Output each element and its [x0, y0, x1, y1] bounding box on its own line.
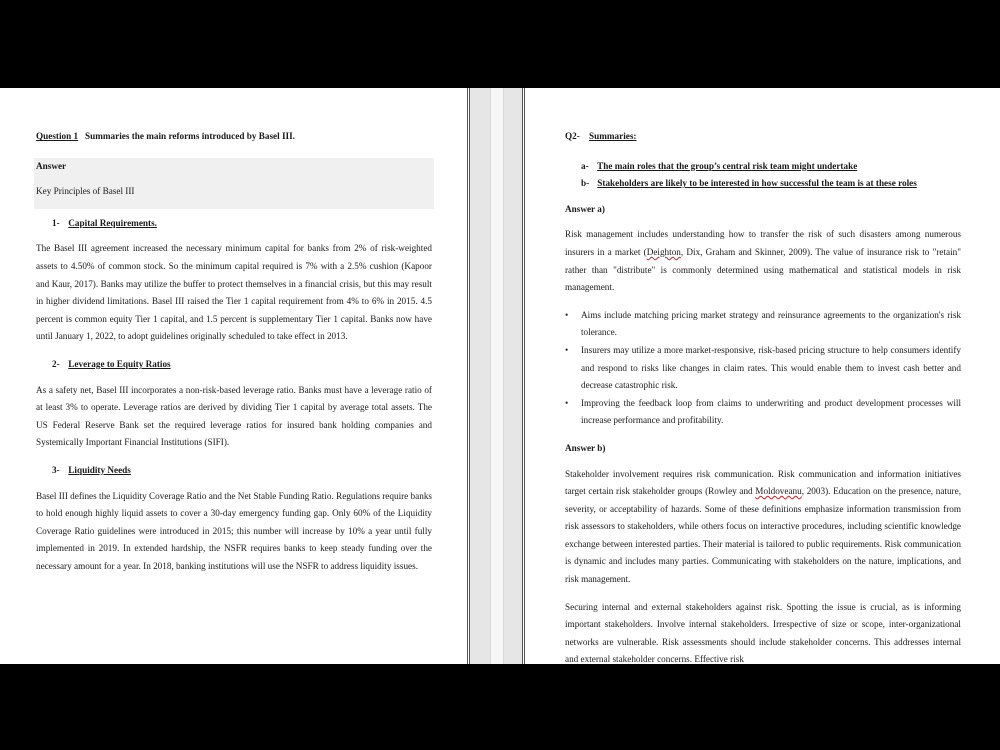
section-3-number: 3- [52, 464, 60, 475]
bullet-item [565, 395, 961, 430]
answer-b-heading: Answer b) [565, 442, 606, 453]
page-right-content [565, 128, 961, 664]
bullet-icon: • [565, 344, 569, 355]
document-viewport[interactable] [0, 88, 1000, 664]
question-1-label: Question 1 [36, 131, 79, 141]
bullet-item [565, 307, 961, 342]
section-2-number: 2- [52, 358, 60, 369]
spellcheck-flagged-word[interactable]: Moldoveanu [755, 486, 802, 497]
answer-heading: Answer [36, 160, 67, 171]
answer-b-text-start: Stakeholder involvement requires risk communication. Risk communication and information initiatives target certain risk stakeholder groups (Rowley and [565, 468, 961, 497]
sub-item-b [565, 175, 961, 193]
section-1-heading [36, 215, 432, 233]
bullet-text: Improving the feedback loop from claims to underwriting and product development processes will increase performance and profitability. [581, 397, 961, 426]
sub-item-b-text: Stakeholders are likely to be interested in how successful the team is at these roles [597, 178, 917, 189]
section-1-paragraph: The Basel III agreement increased the necessary minimum capital for banks from 2% of risk-weighted assets to 4.50% of common stock. So the minimum capital required is 7% with a 2.5% cushion (Kapoor and Kaur, 2017). Banks may utilize the buffer to protect themselves in a financial crisis, but this may result in higher dividend limitations. Basel III raised the Tier 1 capital requirement from 4% to 6% in 2015. 4.5 percent is common equity Tier 1 capital, and 1.5 percent is supplementary Tier 1 capital. Banks now have until January 1, 2022, to adopt guidelines originally scheduled to take effect in 2013. [36, 243, 432, 342]
question-2-heading [565, 128, 961, 146]
section-3-heading [36, 462, 432, 480]
answer-b-paragraph-2: Securing internal and external stakeholders against risk. Spotting the issue is crucial, as is informing important stakeholders. Involve internal stakeholders. Irrespective of size or scope, inter-organizational networks are vulnerable. Risk assessments should include stakeholder concerns. This addresses internal and external stakeholder concerns. Effective risk [565, 601, 961, 664]
bullet-item [565, 342, 961, 395]
sub-item-a-text: The main roles that the group’s central risk team might undertake [597, 160, 858, 171]
answer-a-text-end: , Dix, Graham and Skinner, 2009). The value of insurance risk to "retain" rather than "distribute" is commonly determined using mathematical and statistical models in risk management. [565, 246, 961, 293]
section-2-paragraph: As a safety net, Basel III incorporates a non-risk-based leverage ratio. Banks must have a leverage ratio of at least 3% to operate. Leverage ratios are derived by dividing Tier 1 capital by average total assets. The US Federal Reserve Bank set the required leverage ratios for insured bank holding companies and Systemically Important Financial Institutions (SIFI). [36, 384, 432, 448]
document-page-right [522, 88, 1000, 664]
question-1-heading [36, 128, 432, 146]
question-2-title: Summaries: [589, 131, 637, 141]
answer-a-text-start: Risk management includes understanding how to transfer the risk of such disasters among numerous insurers in a market ( [565, 229, 961, 257]
bullet-text: Aims include matching pricing market strategy and reinsurance agreements to the organization's risk tolerance. [581, 309, 961, 338]
bullet-icon: • [565, 309, 569, 320]
answer-a-bullet-list [565, 307, 961, 430]
answer-b-paragraph-1 [565, 466, 961, 589]
key-principles-heading: Key Principles of Basel III [36, 186, 135, 197]
question-2-label: Q2- [565, 131, 580, 141]
section-3-paragraph: Basel III defines the Liquidity Coverage Ratio and the Net Stable Funding Ratio. Regulations require banks to hold enough highly liquid assets to cover a 30-day emergency funding gap. Only 60% of the Liquidity Coverage Ratio guidelines were introduced in 2015; this number will increase by 10% a year until fully implemented in 2019. In extended hardship, the NSFR requires banks to keep steady funding over the necessary amount for a year. In 2018, banking institutions will use the NSFR to address liquidity issues. [36, 490, 432, 571]
answer-a-heading: Answer a) [565, 203, 605, 214]
spellcheck-flagged-word[interactable]: Deighton [646, 246, 681, 257]
document-page-left [0, 88, 470, 664]
answer-a-paragraph [565, 226, 961, 296]
section-1-title: Capital Requirements. [68, 217, 157, 228]
section-1-number: 1- [52, 217, 60, 228]
sub-item-a [565, 158, 961, 176]
page-gap-divider [490, 88, 504, 664]
answer-shaded-block [34, 158, 434, 209]
page-left-content [36, 128, 432, 585]
section-2-title: Leverage to Equity Ratios [68, 358, 171, 369]
bullet-icon: • [565, 397, 569, 408]
sub-item-b-letter: b- [581, 178, 590, 189]
bullet-text: Insurers may utilize a more market-responsive, risk-based pricing structure to help consumers identify and respond to risks like changes in claim rates. This would enable them to invest cash better and decrease catastrophic risk. [581, 344, 961, 391]
section-3-title: Liquidity Needs [68, 464, 131, 475]
answer-b-text-end: , 2003). Education on the presence, nature, severity, or acceptability of hazards. Some of these definitions emphasize information transmission from risk assessors to stakeholders, while others focus on interactive procedures, including scientific knowledge exchange between interested parties. Their material is tailored to public requirements. Risk communication is dynamic and includes many parties. Communicating with stakeholders on the nature, implications, and risk management. [565, 486, 961, 585]
sub-item-a-letter: a- [581, 160, 589, 171]
section-2-heading [36, 356, 432, 374]
question-1-text: Summaries the main reforms introduced by Basel III. [85, 131, 295, 141]
